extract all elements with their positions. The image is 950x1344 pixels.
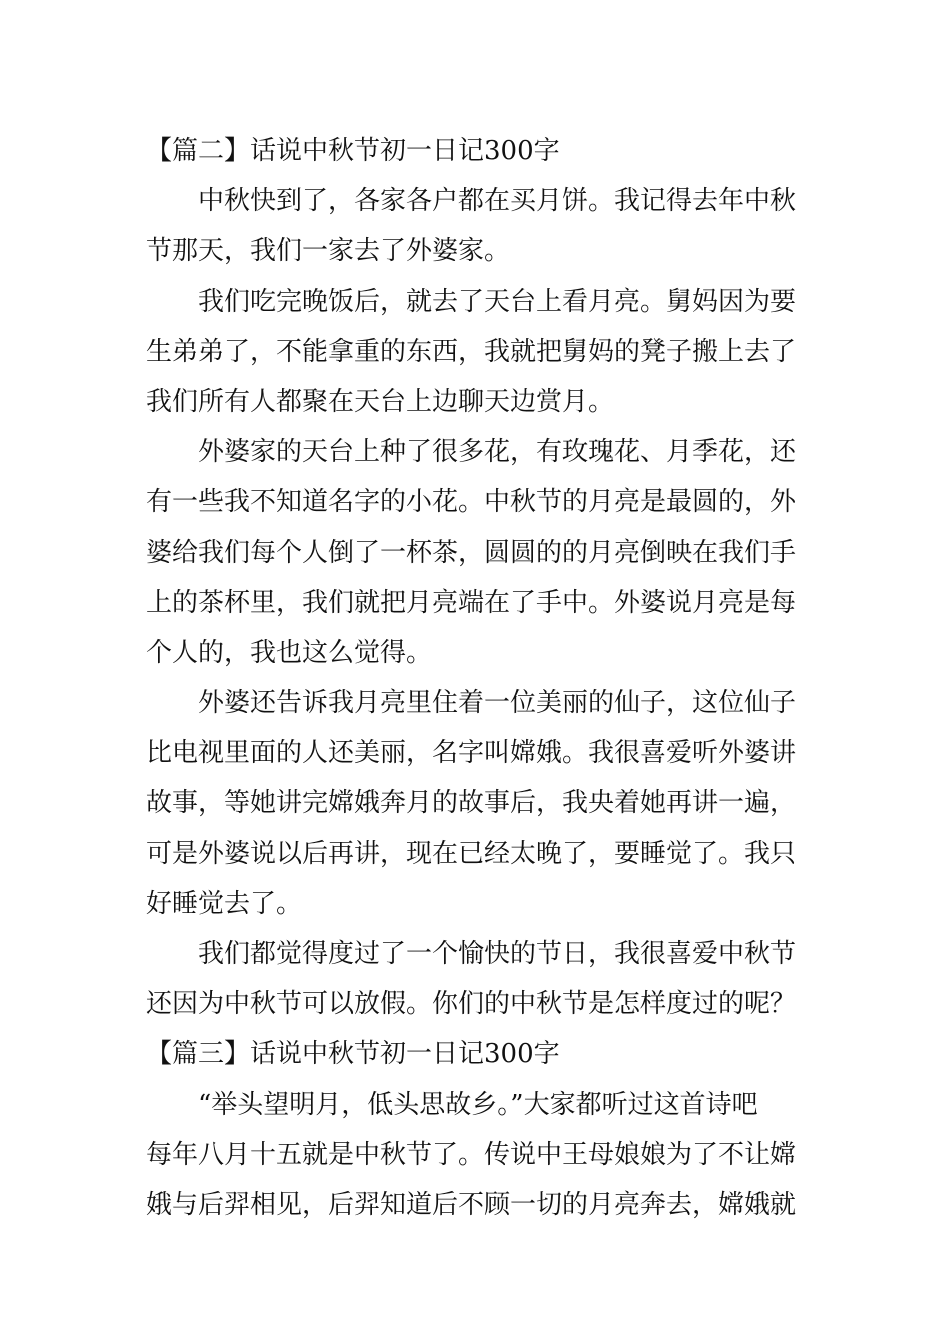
text-line: 中秋快到了，各家各户都在买月饼。我记得去年中秋 bbox=[198, 186, 797, 217]
text-line: 娥与后羿相见，后羿知道后不顾一切的月亮奔去，嫦娥就 bbox=[146, 1189, 797, 1220]
document-body bbox=[146, 126, 806, 1230]
paragraph bbox=[146, 929, 806, 1029]
section-heading: 【篇三】话说中秋节初一日记300字 bbox=[146, 1039, 560, 1070]
paragraph bbox=[146, 277, 806, 428]
paragraph bbox=[146, 176, 806, 276]
text-line: 每年八月十五就是中秋节了。传说中王母娘娘为了不让嫦 bbox=[146, 1139, 797, 1170]
text-line: 还因为中秋节可以放假。你们的中秋节是怎样度过的呢？ bbox=[146, 989, 797, 1020]
text-line: 我们都觉得度过了一个愉快的节日，我很喜爱中秋节 bbox=[198, 939, 797, 969]
text-line: 个人的，我也这么觉得。 bbox=[146, 637, 433, 668]
text-line: 好睡觉去了。 bbox=[146, 888, 303, 919]
text-line: 可是外婆说以后再讲，现在已经太晚了，要睡觉了。我只 bbox=[146, 838, 797, 869]
text-line: 外婆还告诉我月亮里住着一位美丽的仙子，这位仙子 bbox=[198, 688, 797, 719]
text-line: 生弟弟了，不能拿重的东西，我就把舅妈的凳子搬上去了 bbox=[146, 336, 797, 367]
text-line: 我们所有人都聚在天台上边聊天边赏月。 bbox=[146, 386, 615, 417]
paragraph bbox=[146, 427, 806, 678]
text-line: 婆给我们每个人倒了一杯茶，圆圆的的月亮倒映在我们手 bbox=[146, 537, 797, 568]
text-line: “举头望明月，低头思故乡。”大家都听过这首诗吧 bbox=[198, 1089, 758, 1120]
text-line: 比电视里面的人还美丽，名字叫嫦娥。我很喜爱听外婆讲 bbox=[146, 738, 797, 769]
text-line: 上的茶杯里，我们就把月亮端在了手中。外婆说月亮是每 bbox=[146, 587, 797, 618]
section-heading: 【篇二】话说中秋节初一日记300字 bbox=[146, 136, 560, 166]
text-line: 节那天，我们一家去了外婆家。 bbox=[146, 236, 511, 267]
text-line: 外婆家的天台上种了很多花，有玫瑰花、月季花，还 bbox=[198, 437, 797, 468]
paragraph bbox=[146, 1080, 806, 1231]
paragraph bbox=[146, 678, 806, 929]
text-line: 有一些我不知道名字的小花。中秋节的月亮是最圆的，外 bbox=[146, 487, 797, 518]
text-line: 故事，等她讲完嫦娥奔月的故事后，我央着她再讲一遍， bbox=[146, 788, 797, 819]
text-line: 我们吃完晚饭后，就去了天台上看月亮。舅妈因为要 bbox=[198, 286, 797, 317]
